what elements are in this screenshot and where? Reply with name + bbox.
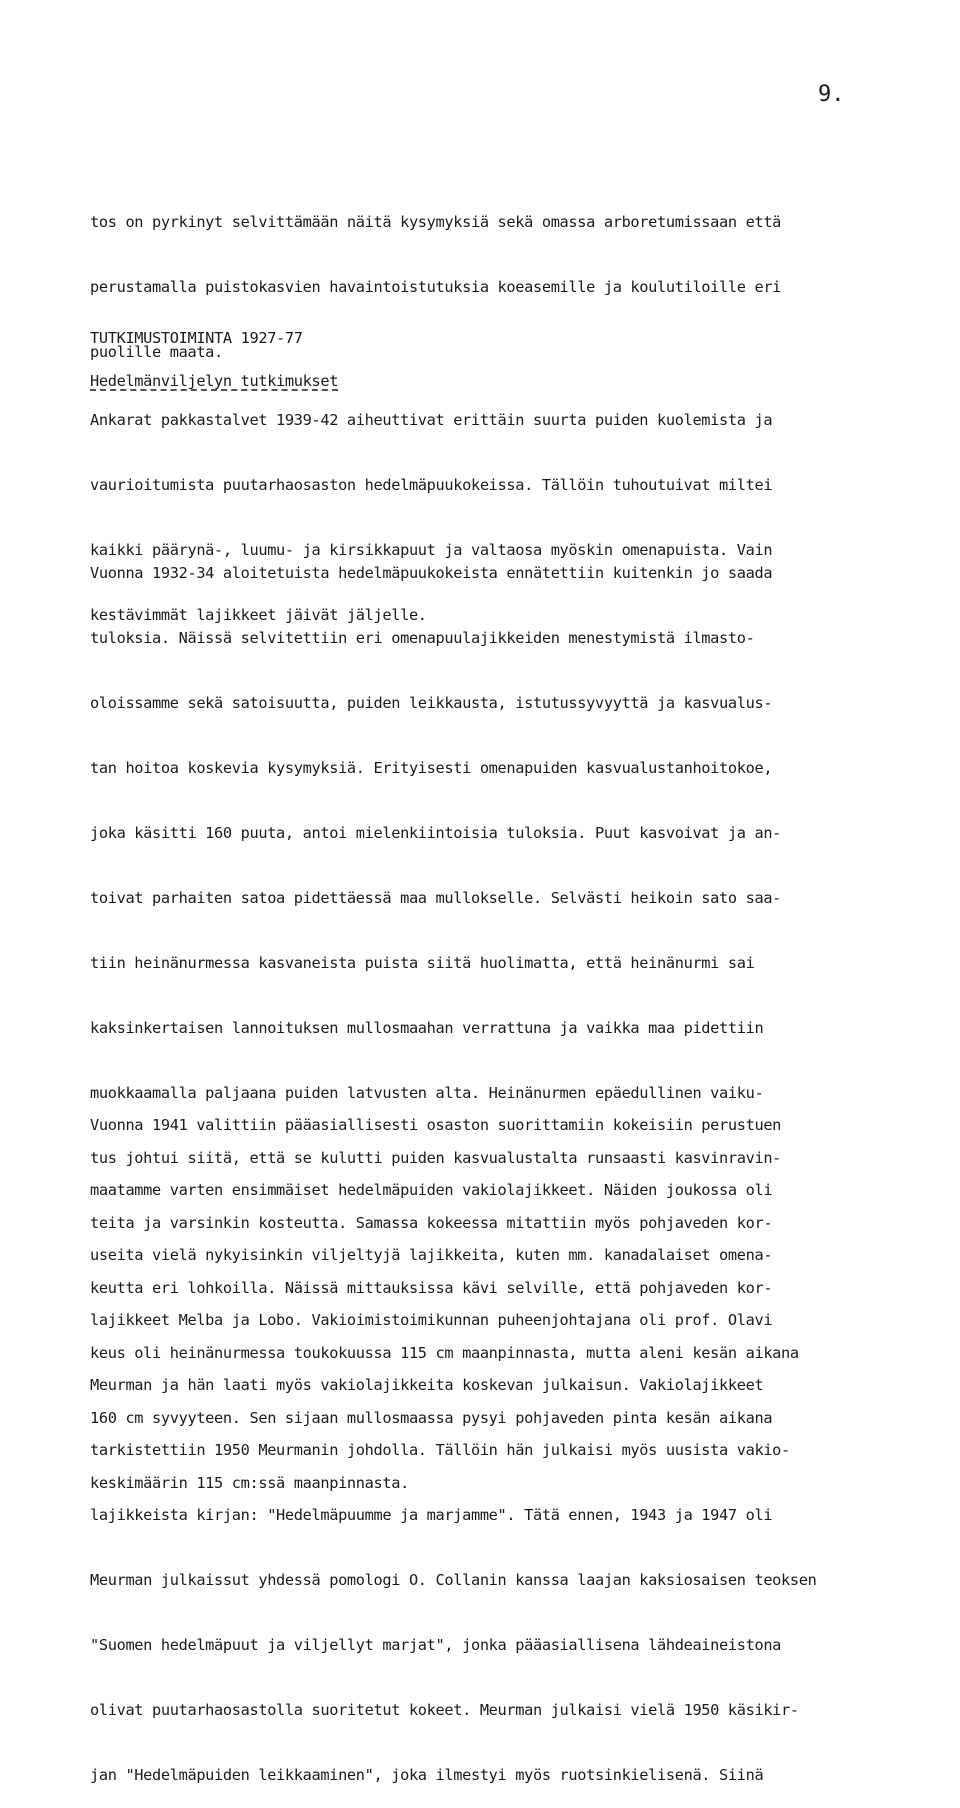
text-line: Meurman julkaissut yhdessä pomologi O. Collanin kanssa laajan kaksiosaisen teoksen bbox=[90, 1571, 817, 1589]
text-line: lajikkeet Melba ja Lobo. Vakioimistoimikunnan puheenjohtajana oli prof. Olavi bbox=[90, 1311, 773, 1329]
text-line: olivat puutarhaosastolla suoritetut kokeet. Meurman julkaisi vielä 1950 käsikir- bbox=[90, 1701, 799, 1719]
text-line: useita vielä nykyisinkin viljeltyjä lajikkeita, kuten mm. kanadalaiset omena- bbox=[90, 1246, 773, 1264]
text-line: tos on pyrkinyt selvittämään näitä kysymyksiä sekä omassa arboretumissaan että bbox=[90, 213, 782, 231]
page-number: 9. bbox=[818, 82, 845, 107]
text-line: lajikkeista kirjan: "Hedelmäpuumme ja marjamme". Tätä ennen, 1943 ja 1947 oli bbox=[90, 1506, 773, 1524]
text-line: Meurman ja hän laati myös vakiolajikkeita koskevan julkaisun. Vakiolajikkeet bbox=[90, 1376, 764, 1394]
text-line: 160 cm syvyyteen. Sen sijaan mullosmaassa pysyi pohjaveden pinta kesän aikana bbox=[90, 1409, 773, 1427]
text-line: toivat parhaiten satoa pidettäessä maa mullokselle. Selvästi heikoin sato saa- bbox=[90, 889, 782, 907]
text-line: muokkaamalla paljaana puiden latvusten alta. Heinänurmen epäedullinen vaiku- bbox=[90, 1084, 764, 1102]
text-line: Vuonna 1932-34 aloitetuista hedelmäpuukokeista ennätettiin kuitenkin jo saada bbox=[90, 564, 773, 582]
text-line: keskimäärin 115 cm:ssä maanpinnasta. bbox=[90, 1474, 409, 1492]
text-line: tus johtui siitä, että se kulutti puiden kasvualustalta runsaasti kasvinravin- bbox=[90, 1149, 782, 1167]
paragraph-3 bbox=[90, 1075, 950, 1808]
text-line: vaurioitumista puutarhaosaston hedelmäpuukokeissa. Tällöin tuhoutuivat miltei bbox=[90, 476, 773, 494]
text-line: teita ja varsinkin kosteutta. Samassa kokeessa mitattiin myös pohjaveden kor- bbox=[90, 1214, 773, 1232]
text-line: kaksinkertaisen lannoituksen mullosmaahan verrattuna ja vaikka maa pidettiin bbox=[90, 1019, 764, 1037]
section-heading-text: TUTKIMUSTOIMINTA 1927-77 bbox=[90, 329, 303, 347]
text-line: perustamalla puistokasvien havaintoistutuksia koeasemille ja koulutiloille eri bbox=[90, 278, 782, 296]
text-line: puolille maata. bbox=[90, 343, 223, 361]
text-line: keus oli heinänurmessa toukokuussa 115 cm maanpinnasta, mutta aleni kesän aikana bbox=[90, 1344, 799, 1362]
text-line: tan hoitoa koskevia kysymyksiä. Erityisesti omenapuiden kasvualustanhoitokoe, bbox=[90, 759, 773, 777]
text-line: "Suomen hedelmäpuut ja viljellyt marjat", jonka pääasiallisena lähdeaineistona bbox=[90, 1636, 782, 1654]
text-line: tuloksia. Näissä selvitettiin eri omenapuulajikkeiden menestymistä ilmasto- bbox=[90, 629, 755, 647]
subheading-text: Hedelmänviljelyn tutkimukset bbox=[90, 372, 339, 390]
text-line: jan "Hedelmäpuiden leikkaaminen", joka ilmestyi myös ruotsinkielisenä. Siinä bbox=[90, 1766, 764, 1784]
text-line: Vuonna 1941 valittiin pääasiallisesti osaston suorittamiin kokeisiin perustuen bbox=[90, 1116, 782, 1134]
text-line: maatamme varten ensimmäiset hedelmäpuiden vakiolajikkeet. Näiden joukossa oli bbox=[90, 1181, 773, 1199]
text-line: tiin heinänurmessa kasvaneista puista siitä huolimatta, että heinänurmi sai bbox=[90, 954, 755, 972]
text-line: joka käsitti 160 puuta, antoi mielenkiintoisia tuloksia. Puut kasvoivat ja an- bbox=[90, 824, 782, 842]
text-line: tarkistettiin 1950 Meurmanin johdolla. Tällöin hän julkaisi myös uusista vakio- bbox=[90, 1441, 790, 1459]
text-line: Ankarat pakkastalvet 1939-42 aiheuttivat erittäin suurta puiden kuolemista ja bbox=[90, 411, 773, 429]
text-line: kestävimmät lajikkeet jäivät jäljelle. bbox=[90, 606, 427, 624]
text-line: oloissamme sekä satoisuutta, puiden leikkausta, istutussyvyyttä ja kasvualus- bbox=[90, 694, 773, 712]
text-line: keutta eri lohkoilla. Näissä mittauksissa kävi selville, että pohjaveden kor- bbox=[90, 1279, 773, 1297]
text-line: kaikki päärynä-, luumu- ja kirsikkapuut ja valtaosa myöskin omenapuista. Vain bbox=[90, 541, 773, 559]
